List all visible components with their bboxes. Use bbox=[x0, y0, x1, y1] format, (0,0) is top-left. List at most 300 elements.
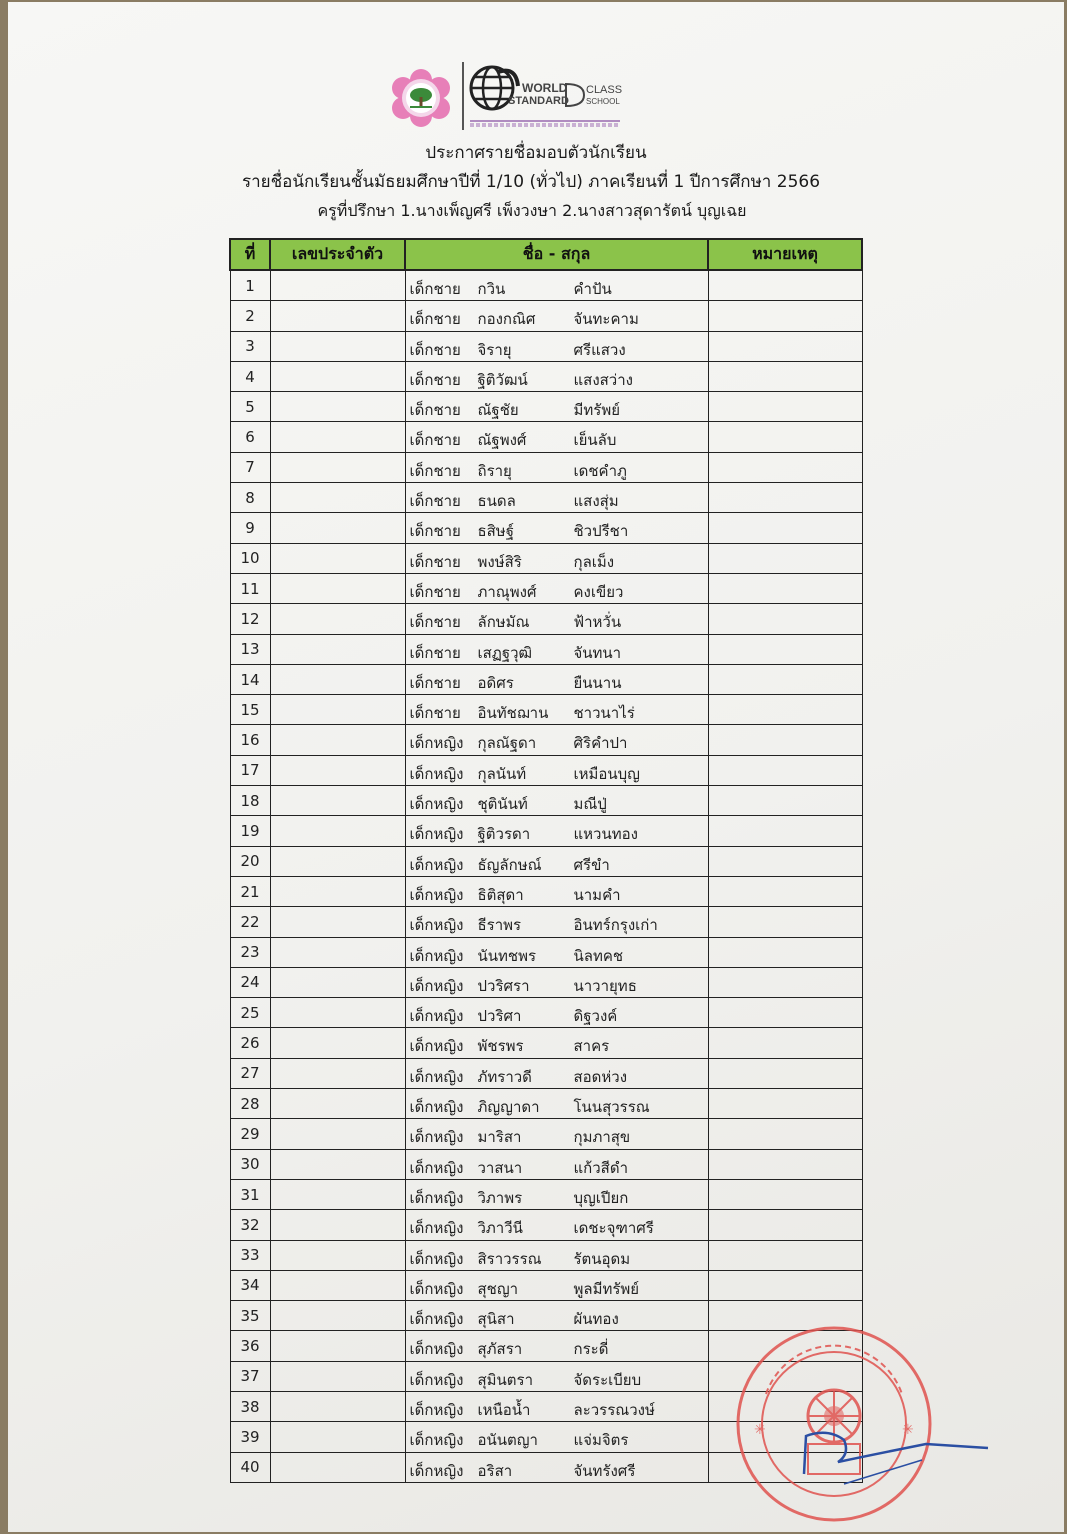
last-name: ศิริคำปา bbox=[573, 734, 628, 753]
cell-full-name bbox=[405, 1028, 708, 1058]
cell-remark bbox=[708, 634, 862, 664]
cell-full-name bbox=[405, 573, 708, 603]
cell-no: 19 bbox=[230, 816, 270, 846]
last-name: ดิฐวงค์ bbox=[573, 1007, 618, 1026]
last-name: โนนสุวรรณ bbox=[573, 1098, 650, 1117]
cell-full-name bbox=[405, 270, 708, 301]
cell-full-name bbox=[405, 301, 708, 331]
cell-no: 18 bbox=[230, 786, 270, 816]
logo-tagline-strip bbox=[470, 123, 620, 127]
cell-student-id bbox=[270, 1119, 405, 1149]
name-prefix: เด็กหญิง bbox=[409, 1400, 464, 1419]
cell-full-name bbox=[405, 725, 708, 755]
cell-student-id bbox=[270, 725, 405, 755]
cell-no: 29 bbox=[230, 1119, 270, 1149]
cell-no: 35 bbox=[230, 1301, 270, 1331]
cell-full-name bbox=[405, 1149, 708, 1179]
cell-student-id bbox=[270, 664, 405, 694]
svg-text:SCHOOL: SCHOOL bbox=[586, 97, 620, 106]
cell-no: 39 bbox=[230, 1422, 270, 1452]
roster-body bbox=[230, 270, 862, 1482]
cell-remark bbox=[708, 392, 862, 422]
last-name: มณีปู่ bbox=[573, 795, 607, 814]
cell-full-name bbox=[405, 634, 708, 664]
cell-remark bbox=[708, 1089, 862, 1119]
name-prefix: เด็กหญิง bbox=[409, 946, 464, 965]
first-name: ธัญลักษณ์ bbox=[477, 855, 542, 874]
cell-no: 22 bbox=[230, 907, 270, 937]
first-name: ณัฐชัย bbox=[477, 401, 519, 420]
name-prefix: เด็กชาย bbox=[409, 643, 461, 662]
cell-full-name bbox=[405, 937, 708, 967]
name-prefix: เด็กหญิง bbox=[409, 976, 464, 995]
cell-student-id bbox=[270, 513, 405, 543]
table-row bbox=[230, 1119, 862, 1149]
svg-text:STANDARD: STANDARD bbox=[508, 95, 569, 107]
last-name: แหวนทอง bbox=[573, 825, 638, 844]
table-row bbox=[230, 998, 862, 1028]
last-name: จันทนา bbox=[573, 643, 622, 662]
cell-no: 1 bbox=[230, 270, 270, 301]
last-name: ชิวปรีชา bbox=[573, 522, 629, 541]
cell-student-id bbox=[270, 1270, 405, 1300]
table-row bbox=[230, 1179, 862, 1209]
cell-no: 8 bbox=[230, 483, 270, 513]
table-row bbox=[230, 392, 862, 422]
first-name: ปวริศา bbox=[477, 1007, 522, 1026]
cell-no: 38 bbox=[230, 1391, 270, 1421]
cell-remark bbox=[708, 876, 862, 906]
cell-full-name bbox=[405, 1422, 708, 1452]
cell-no: 24 bbox=[230, 967, 270, 997]
first-name: พัชรพร bbox=[477, 1037, 524, 1056]
last-name: กุมภาสุข bbox=[573, 1128, 631, 1147]
cell-remark bbox=[708, 1058, 862, 1088]
cell-no: 21 bbox=[230, 876, 270, 906]
cell-remark bbox=[708, 1179, 862, 1209]
cell-no: 4 bbox=[230, 361, 270, 391]
name-prefix: เด็กชาย bbox=[409, 370, 461, 389]
cell-remark bbox=[708, 846, 862, 876]
svg-text:✳: ✳ bbox=[754, 1422, 766, 1438]
last-name: กระดี่ bbox=[573, 1340, 609, 1359]
first-name: อนันตญา bbox=[477, 1431, 538, 1450]
first-name: กองกณิศ bbox=[477, 310, 536, 329]
last-name: อินทร์กรุงเก่า bbox=[573, 916, 658, 935]
name-prefix: เด็กหญิง bbox=[409, 764, 464, 783]
name-prefix: เด็กหญิง bbox=[409, 1067, 464, 1086]
last-name: แก้วสีดำ bbox=[573, 1158, 628, 1177]
col-header-id: เลขประจำตัว bbox=[270, 239, 405, 270]
cell-remark bbox=[708, 543, 862, 573]
name-prefix: เด็กหญิง bbox=[409, 795, 464, 814]
cell-student-id bbox=[270, 998, 405, 1028]
first-name: ชุตินันท์ bbox=[477, 795, 528, 814]
table-row bbox=[230, 331, 862, 361]
cell-student-id bbox=[270, 361, 405, 391]
last-name: แสงสุ่ม bbox=[573, 492, 619, 511]
first-name: ภิญญาดา bbox=[477, 1098, 540, 1117]
table-row bbox=[230, 452, 862, 482]
cell-student-id bbox=[270, 483, 405, 513]
name-prefix: เด็กชาย bbox=[409, 552, 461, 571]
cell-full-name bbox=[405, 361, 708, 391]
last-name: ศรีขำ bbox=[573, 855, 610, 874]
cell-remark bbox=[708, 270, 862, 301]
last-name: จันทรังศรี bbox=[573, 1461, 636, 1480]
first-name: ลักษมัณ bbox=[477, 613, 530, 632]
cell-full-name bbox=[405, 331, 708, 361]
cell-remark bbox=[708, 331, 862, 361]
cell-remark bbox=[708, 816, 862, 846]
first-name: ถิรายุ bbox=[477, 461, 512, 480]
table-row bbox=[230, 361, 862, 391]
name-prefix: เด็กชาย bbox=[409, 280, 461, 298]
first-name: ธีราพร bbox=[477, 916, 522, 935]
cell-student-id bbox=[270, 543, 405, 573]
cell-remark bbox=[708, 998, 862, 1028]
school-emblem-icon bbox=[388, 68, 454, 128]
cell-remark bbox=[708, 786, 862, 816]
col-header-remark: หมายเหตุ bbox=[708, 239, 862, 270]
cell-student-id bbox=[270, 937, 405, 967]
name-prefix: เด็กชาย bbox=[409, 461, 461, 480]
cell-student-id bbox=[270, 634, 405, 664]
cell-no: 32 bbox=[230, 1210, 270, 1240]
table-row bbox=[230, 1210, 862, 1240]
cell-student-id bbox=[270, 1149, 405, 1179]
svg-text:✳: ✳ bbox=[902, 1422, 914, 1438]
cell-remark bbox=[708, 725, 862, 755]
first-name: นันทชพร bbox=[477, 946, 537, 965]
cell-full-name bbox=[405, 452, 708, 482]
table-row bbox=[230, 695, 862, 725]
cell-full-name bbox=[405, 1210, 708, 1240]
name-prefix: เด็กหญิง bbox=[409, 1007, 464, 1026]
cell-full-name bbox=[405, 876, 708, 906]
first-name: สุชญา bbox=[477, 1279, 519, 1298]
cell-student-id bbox=[270, 452, 405, 482]
last-name: กุลเม็ง bbox=[573, 552, 615, 571]
first-name: ธสิษฐ์ bbox=[477, 522, 514, 541]
last-name: ศรีแสวง bbox=[573, 340, 626, 359]
name-prefix: เด็กชาย bbox=[409, 401, 461, 420]
last-name: รัตนอุดม bbox=[573, 1249, 631, 1268]
name-prefix: เด็กหญิง bbox=[409, 1249, 464, 1268]
cell-remark bbox=[708, 907, 862, 937]
cell-no: 37 bbox=[230, 1361, 270, 1391]
cell-no: 26 bbox=[230, 1028, 270, 1058]
cell-full-name bbox=[405, 695, 708, 725]
first-name: ธนดล bbox=[477, 492, 516, 511]
cell-full-name bbox=[405, 1361, 708, 1391]
logo-underline bbox=[470, 120, 620, 122]
table-row bbox=[230, 725, 862, 755]
cell-no: 23 bbox=[230, 937, 270, 967]
cell-full-name bbox=[405, 1179, 708, 1209]
name-prefix: เด็กหญิง bbox=[409, 885, 464, 904]
last-name: ผันทอง bbox=[573, 1310, 619, 1329]
cell-full-name bbox=[405, 998, 708, 1028]
cell-no: 34 bbox=[230, 1270, 270, 1300]
cell-no: 6 bbox=[230, 422, 270, 452]
cell-remark bbox=[708, 755, 862, 785]
first-name: เสฏฐวุฒิ bbox=[477, 643, 533, 662]
cell-student-id bbox=[270, 1058, 405, 1088]
cell-remark bbox=[708, 483, 862, 513]
cell-remark bbox=[708, 573, 862, 603]
cell-student-id bbox=[270, 786, 405, 816]
first-name: อดิศร bbox=[477, 673, 514, 692]
last-name: คงเขียว bbox=[573, 582, 624, 601]
cell-student-id bbox=[270, 1179, 405, 1209]
cell-full-name bbox=[405, 1391, 708, 1421]
cell-student-id bbox=[270, 907, 405, 937]
cell-no: 27 bbox=[230, 1058, 270, 1088]
cell-full-name bbox=[405, 1452, 708, 1482]
cell-student-id bbox=[270, 1301, 405, 1331]
cell-student-id bbox=[270, 270, 405, 301]
cell-remark bbox=[708, 1240, 862, 1270]
first-name: อริสา bbox=[477, 1461, 513, 1480]
first-name: วิภาวีนี bbox=[477, 1219, 523, 1238]
cell-remark bbox=[708, 604, 862, 634]
first-name: สิราวรรณ bbox=[477, 1249, 542, 1268]
name-prefix: เด็กหญิง bbox=[409, 1037, 464, 1056]
name-prefix: เด็กหญิง bbox=[409, 734, 464, 753]
cell-full-name bbox=[405, 1089, 708, 1119]
last-name: ชาวนาไร่ bbox=[573, 704, 635, 723]
name-prefix: เด็กหญิง bbox=[409, 916, 464, 935]
last-name: พูลมีทรัพย์ bbox=[573, 1279, 640, 1298]
cell-no: 2 bbox=[230, 301, 270, 331]
last-name: นิลทคช bbox=[573, 946, 624, 965]
table-row bbox=[230, 786, 862, 816]
table-row bbox=[230, 1089, 862, 1119]
cell-full-name bbox=[405, 1119, 708, 1149]
cell-remark bbox=[708, 361, 862, 391]
last-name: เย็นลับ bbox=[573, 431, 617, 450]
name-prefix: เด็กหญิง bbox=[409, 1461, 464, 1480]
first-name: เหนือน้ำ bbox=[477, 1400, 531, 1419]
last-name: ละวรรณวงษ์ bbox=[573, 1400, 655, 1419]
first-name: พงษ์สิริ bbox=[477, 552, 522, 571]
last-name: เหมือนบุญ bbox=[573, 764, 640, 783]
first-name: อินทัชฌาน bbox=[477, 704, 549, 723]
first-name: ภัทราวดี bbox=[477, 1067, 532, 1086]
name-prefix: เด็กชาย bbox=[409, 522, 461, 541]
name-prefix: เด็กหญิง bbox=[409, 1188, 464, 1207]
cell-no: 11 bbox=[230, 573, 270, 603]
cell-student-id bbox=[270, 1452, 405, 1482]
last-name: มีทรัพย์ bbox=[573, 401, 621, 420]
last-name: ฟ้าหวั่น bbox=[573, 613, 622, 632]
cell-student-id bbox=[270, 331, 405, 361]
cell-student-id bbox=[270, 1422, 405, 1452]
name-prefix: เด็กชาย bbox=[409, 582, 461, 601]
name-prefix: เด็กหญิง bbox=[409, 1310, 464, 1329]
name-prefix: เด็กหญิง bbox=[409, 1279, 464, 1298]
table-row bbox=[230, 513, 862, 543]
name-prefix: เด็กหญิง bbox=[409, 1158, 464, 1177]
last-name: คำปัน bbox=[573, 280, 612, 298]
cell-remark bbox=[708, 1270, 862, 1300]
class-subtitle: รายชื่อนักเรียนชั้นมัธยมศึกษาปีที่ 1/10 (ทั่วไป) ภาคเรียนที่ 1 ปีการศึกษา 2566 bbox=[241, 172, 821, 192]
student-roster-table bbox=[229, 238, 863, 1483]
cell-student-id bbox=[270, 1391, 405, 1421]
table-row bbox=[230, 876, 862, 906]
document-page bbox=[8, 2, 1064, 1532]
name-prefix: เด็กชาย bbox=[409, 704, 461, 723]
table-row bbox=[230, 967, 862, 997]
cell-full-name bbox=[405, 664, 708, 694]
cell-no: 7 bbox=[230, 452, 270, 482]
cell-remark bbox=[708, 695, 862, 725]
cell-no: 17 bbox=[230, 755, 270, 785]
cell-full-name bbox=[405, 755, 708, 785]
cell-student-id bbox=[270, 301, 405, 331]
first-name: วาสนา bbox=[477, 1158, 523, 1177]
last-name: แจ่มจิตร bbox=[573, 1431, 629, 1450]
name-prefix: เด็กชาย bbox=[409, 310, 461, 329]
cell-remark bbox=[708, 967, 862, 997]
svg-text:WORLD: WORLD bbox=[522, 81, 568, 95]
cell-no: 40 bbox=[230, 1452, 270, 1482]
cell-full-name bbox=[405, 846, 708, 876]
svg-text:CLASS: CLASS bbox=[586, 84, 623, 96]
first-name: ฐิติวรดา bbox=[477, 825, 531, 844]
first-name: วิภาพร bbox=[477, 1188, 523, 1207]
first-name: ปวริศรา bbox=[477, 976, 530, 995]
announcement-title: ประกาศรายชื่อมอบตัวนักเรียน bbox=[425, 143, 647, 163]
cell-full-name bbox=[405, 816, 708, 846]
last-name: สาคร bbox=[573, 1037, 610, 1056]
table-row bbox=[230, 937, 862, 967]
col-header-no: ที่ bbox=[230, 239, 270, 270]
table-row bbox=[230, 1240, 862, 1270]
first-name: จิรายุ bbox=[477, 340, 512, 359]
cell-no: 12 bbox=[230, 604, 270, 634]
table-row bbox=[230, 846, 862, 876]
name-prefix: เด็กชาย bbox=[409, 673, 461, 692]
cell-full-name bbox=[405, 543, 708, 573]
cell-full-name bbox=[405, 1058, 708, 1088]
last-name: ยืนนาน bbox=[573, 673, 622, 692]
name-prefix: เด็กหญิง bbox=[409, 1098, 464, 1117]
cell-remark bbox=[708, 664, 862, 694]
table-row bbox=[230, 543, 862, 573]
last-name: เดชคำภู bbox=[573, 461, 627, 480]
cell-student-id bbox=[270, 1089, 405, 1119]
cell-no: 15 bbox=[230, 695, 270, 725]
table-row bbox=[230, 664, 862, 694]
last-name: จัดระเบียบ bbox=[573, 1370, 642, 1389]
cell-student-id bbox=[270, 967, 405, 997]
last-name: แสงสว่าง bbox=[573, 370, 633, 389]
last-name: เดชะจุฑาศรี bbox=[573, 1219, 654, 1238]
last-name: สอดห่วง bbox=[573, 1067, 628, 1086]
cell-student-id bbox=[270, 846, 405, 876]
first-name: กวิน bbox=[477, 280, 506, 298]
advisor-line: ครูที่ปรึกษา 1.นางเพ็ญศรี เพ็งวงษา 2.นางสาวสุดารัตน์ บุญเฉย bbox=[317, 201, 747, 220]
first-name: ธิติสุดา bbox=[477, 885, 524, 904]
cell-no: 16 bbox=[230, 725, 270, 755]
cell-full-name bbox=[405, 967, 708, 997]
col-header-name: ชื่อ - สกุล bbox=[405, 239, 708, 270]
cell-no: 33 bbox=[230, 1240, 270, 1270]
cell-student-id bbox=[270, 755, 405, 785]
cell-remark bbox=[708, 1149, 862, 1179]
table-header-row bbox=[230, 239, 862, 270]
name-prefix: เด็กหญิง bbox=[409, 1128, 464, 1147]
first-name: ณัฐพงศ์ bbox=[477, 431, 527, 450]
table-row bbox=[230, 483, 862, 513]
last-name: นาวายุทธ bbox=[573, 976, 637, 995]
cell-full-name bbox=[405, 1270, 708, 1300]
cell-remark bbox=[708, 937, 862, 967]
table-row bbox=[230, 1149, 862, 1179]
cell-full-name bbox=[405, 1301, 708, 1331]
cell-full-name bbox=[405, 604, 708, 634]
cell-no: 3 bbox=[230, 331, 270, 361]
first-name: สุมินตรา bbox=[477, 1370, 534, 1389]
first-name: มาริสา bbox=[477, 1128, 522, 1147]
cell-full-name bbox=[405, 907, 708, 937]
table-row bbox=[230, 1058, 862, 1088]
name-prefix: เด็กหญิง bbox=[409, 1370, 464, 1389]
table-row bbox=[230, 634, 862, 664]
cell-no: 13 bbox=[230, 634, 270, 664]
table-row bbox=[230, 604, 862, 634]
cell-student-id bbox=[270, 422, 405, 452]
world-class-logo-text bbox=[506, 80, 623, 112]
cell-no: 9 bbox=[230, 513, 270, 543]
cell-no: 25 bbox=[230, 998, 270, 1028]
name-prefix: เด็กหญิง bbox=[409, 855, 464, 874]
cell-full-name bbox=[405, 1240, 708, 1270]
cell-student-id bbox=[270, 695, 405, 725]
name-prefix: เด็กหญิง bbox=[409, 1219, 464, 1238]
table-row bbox=[230, 1270, 862, 1300]
cell-remark bbox=[708, 422, 862, 452]
cell-remark bbox=[708, 1119, 862, 1149]
cell-student-id bbox=[270, 1028, 405, 1058]
table-row bbox=[230, 301, 862, 331]
cell-full-name bbox=[405, 483, 708, 513]
cell-remark bbox=[708, 513, 862, 543]
name-prefix: เด็กชาย bbox=[409, 340, 461, 359]
name-prefix: เด็กหญิง bbox=[409, 825, 464, 844]
cell-no: 28 bbox=[230, 1089, 270, 1119]
first-name: กุลณัฐดา bbox=[477, 734, 537, 753]
cell-no: 30 bbox=[230, 1149, 270, 1179]
world-class-wordmark bbox=[506, 80, 623, 110]
first-name: สุภัสรา bbox=[477, 1340, 523, 1359]
name-prefix: เด็กชาย bbox=[409, 492, 461, 511]
table-row bbox=[230, 755, 862, 785]
cell-remark bbox=[708, 301, 862, 331]
name-prefix: เด็กหญิง bbox=[409, 1431, 464, 1450]
last-name: บุญเปียก bbox=[573, 1188, 629, 1207]
cell-no: 20 bbox=[230, 846, 270, 876]
cell-no: 10 bbox=[230, 543, 270, 573]
table-row bbox=[230, 422, 862, 452]
cell-no: 31 bbox=[230, 1179, 270, 1209]
table-row bbox=[230, 1028, 862, 1058]
table-row bbox=[230, 907, 862, 937]
school-seal-stamp bbox=[726, 1324, 936, 1534]
logo-divider bbox=[462, 62, 464, 130]
